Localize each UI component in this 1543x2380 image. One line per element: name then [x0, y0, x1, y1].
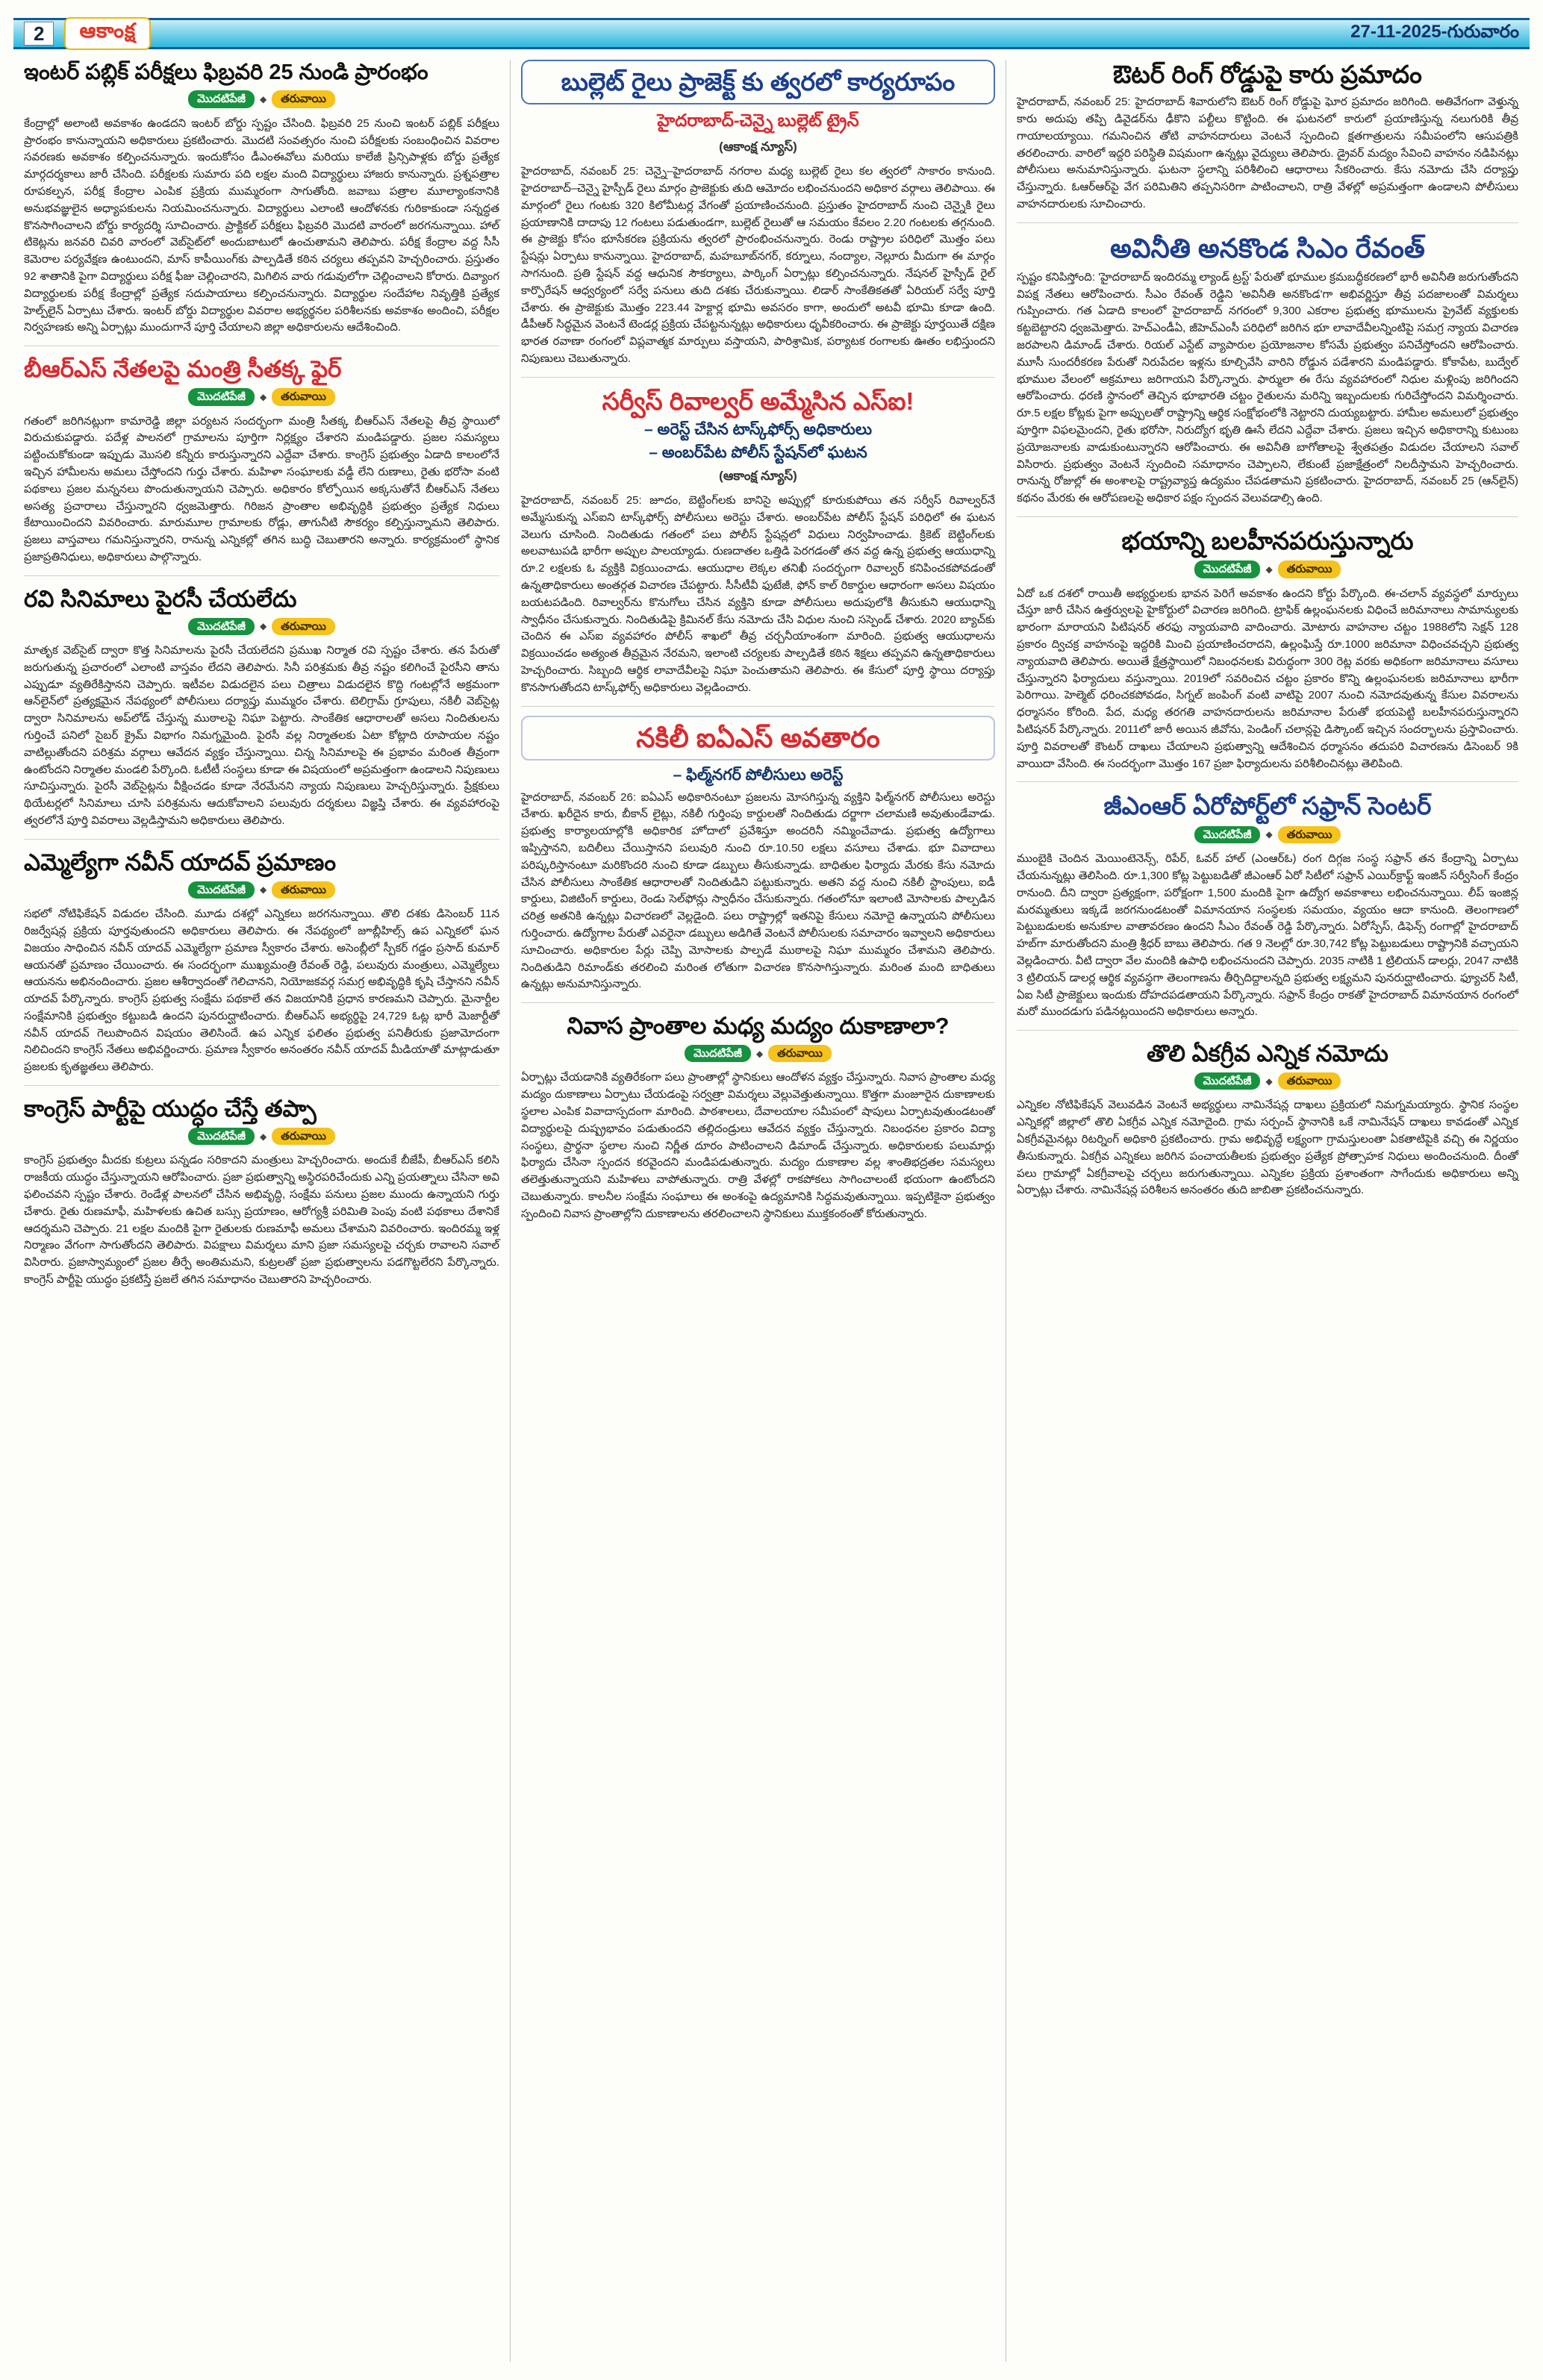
continuation-label: తరువాయి	[1278, 1072, 1341, 1090]
continuation-badge	[1017, 826, 1518, 844]
article-weakening-fear	[1017, 526, 1518, 783]
newspaper-logo: ఆకాంక్ష	[64, 17, 150, 50]
article-gmr-safran	[1017, 791, 1518, 1031]
article-headline: భయాన్ని బలహీనపరుస్తున్నారు	[1121, 526, 1414, 555]
column-middle	[510, 60, 1006, 2362]
article-naveen-yadav-oath	[24, 849, 499, 1086]
continuation-label: తరువాయి	[272, 881, 335, 899]
first-page-badge: మొదటిపేజీ	[1194, 826, 1261, 844]
diamond-icon: ◆	[1265, 829, 1273, 840]
first-page-badge: మొదటిపేజీ	[685, 1045, 751, 1063]
article-body: ఏర్పాట్లు చేయడానికి వ్యతిరేకంగా పలు ప్రాంతాల్లో స్థానికులు ఆందోళన వ్యక్తం చేస్తున్నారు. నివాస ప్రాంతాల మధ్య మద్యం దుకాణాలు ఏర్పాటు చేయడంపై సర్వత్రా విమర్శలు వెల్లువెత్తుతున్నాయి. కొత్తగా మంజూరైన దుకాణాలకు స్థలాల ఎంపిక వివాదాస్పదంగా మారింది. పాఠశాలలు, దేవాలయాల సమీపంలో షాపులు ఏర్పాటవుతుండటంతో విద్యార్థులపై దుష్ప్రభావం పడుతుందని తల్లిదండ్రులు ఆవేదన వ్యక్తం చేస్తున్నారు. నిబంధనల ప్రకారం విద్యా సంస్థలు, ప్రార్థనా స్థలాల నుంచి నిర్ణీత దూరం పాటించాలని డిమాండ్ చేస్తున్నారు. అధికారులకు పలుమార్లు ఫిర్యాదు చేసినా స్పందన కరవైందని మండిపడుతున్నారు. మద్యం దుకాణాల వల్ల శాంతిభద్రతల సమస్యలు తలెత్తుతున్నాయని మహిళలు వాపోతున్నారు. రాత్రి వేళల్లో రాకపోకలు సాగించాలంటే భయంగా ఉంటోందని చెబుతున్నారు. కాలనీల సంక్షేమ సంఘాలు ఈ అంశంపై ఉద్యమానికి సిద్ధమవుతున్నాయి. ఇప్పటికైనా ప్రభుత్వం స్పందించి నివాస ప్రాంతాల్లోని దుకాణాలను తరలించాలని స్థానికులు ముక్తకంఠంతో కోరుతున్నారు.	[521, 1071, 995, 1220]
article-headline: నివాస ప్రాంతాల మధ్య మద్యం దుకాణాలా?	[567, 1013, 950, 1040]
diamond-icon: ◆	[259, 1131, 267, 1142]
continuation-label: తరువాయి	[272, 618, 335, 636]
article-unanimous-election	[1017, 1040, 1518, 1208]
article-body: హైదరాబాద్, నవంబర్ 25: జూదం, బెట్టింగ్‌లకు బానిసై అప్పుల్లో కూరుకుపోయి తన సర్వీస్ రివాల్వర్‌నే అమ్మేసుకున్న ఎస్ఐని టాస్క్‌ఫోర్స్ పోలీసులు అరెస్టు చేశారు. అంబర్‌పేట పోలీస్ స్టేషన్ పరిధిలో ఈ ఘటన వెలుగు చూసింది. నిందితుడు గతంలో పలు పోలీస్ స్టేషన్లలో విధులు నిర్వహించాడు. క్రికెట్ బెట్టింగ్‌లకు అలవాటుపడి భారీగా అప్పుల పాలయ్యాడు. రుణదాతల ఒత్తిడి పెరగడంతో తన వద్ద ఉన్న ప్రభుత్వ ఆయుధాన్ని రూ.2 లక్షలకు ఓ వ్యక్తికి విక్రయించాడు. ఆయుధాల లెక్కల తనిఖీ సందర్భంగా రివాల్వర్ కనిపించకపోవడంతో ఉన్నతాధికారులు అంతర్గత విచారణ చేపట్టారు. సీసీటీవీ ఫుటేజీ, ఫోన్ కాల్ రికార్డుల ఆధారంగా అసలు విషయం బయటపడింది. రివాల్వర్‌ను కొనుగోలు చేసిన వ్యక్తిని కూడా పోలీసులు అదుపులోకి తీసుకుని ఆయుధాన్ని స్వాధీనం చేసుకున్నారు. నిందితుడిపై క్రిమినల్ కేసు నమోదు చేసి విధుల నుంచి సస్పెండ్ చేశారు. 2020 బ్యాచ్‌కు చెందిన ఈ ఎస్ఐ వ్యవహారం పోలీస్ శాఖలో తీవ్ర చర్చనీయాంశంగా మారింది. ప్రభుత్వ ఆయుధాలను విక్రయించడం అత్యంత తీవ్రమైన నేరమని, ఇలాంటి చర్యలకు పాల్పడితే కఠిన శిక్షలు తప్పవని ఉన్నతాధికారులు హెచ్చరించారు. సిబ్బంది ఆర్థిక లావాదేవీలపై నిఘా పెంచుతామని తెలిపారు. ఈ కేసులో పూర్తి స్థాయి దర్యాప్తు కొనసాగుతోందని టాస్క్‌ఫోర్స్ అధికారులు వెల్లడించారు.	[521, 494, 995, 694]
article-headline: ఇంటర్ పబ్లిక్ పరీక్షలు ఫిబ్రవరి 25 నుండి ప్రారంభం	[24, 60, 428, 84]
article-body: సభలో నోటిఫికేషన్ విడుదల చేసింది. మూడు దశల్లో ఎన్నికలు జరగనున్నాయి. తొలి దశకు డిసెంబర్ 11న రిజర్వేషన్ల ప్రక్రియ పూర్తవుతుందని అధికారులు తెలిపారు. ఈ నేపథ్యంలో జూబ్లీహిల్స్ ఉప ఎన్నికలో ఘన విజయం సాధించిన నవీన్ యాదవ్ ఎమ్మెల్యేగా ప్రమాణ స్వీకారం చేశారు. అసెంబ్లీలో స్పీకర్ గడ్డం ప్రసాద్ కుమార్ ఆయనతో ప్రమాణం చేయించారు. ఈ సందర్భంగా ముఖ్యమంత్రి రేవంత్ రెడ్డి, పలువురు మంత్రులు, ఎమ్మెల్యేలు ఆయనను అభినందించారు. ప్రజల ఆశీర్వాదంతో గెలిచానని, నియోజకవర్గ సమగ్ర అభివృద్ధికి కృషి చేస్తానని నవీన్ యాదవ్ పేర్కొన్నారు. కాంగ్రెస్ ప్రభుత్వ సంక్షేమ పథకాలే తన విజయానికి ప్రధాన కారణమని చెప్పారు. మైనార్టీల సంక్షేమానికి ప్రభుత్వం కట్టుబడి ఉందని పునరుద్ఘాటించారు. బీఆర్ఎస్ అభ్యర్థిపై 24,729 ఓట్ల భారీ మెజార్టీతో నవీన్ యాదవ్ గెలుపొందిన విషయం తెలిసిందే. ఉప ఎన్నిక ఫలితం ప్రభుత్వ పనితీరుకు ప్రజామోదంగా నిలిచిందని కాంగ్రెస్ నేతలు అభివర్ణించారు. ప్రమాణ స్వీకారం అనంతరం నవీన్ యాదవ్ మీడియాతో మాట్లాడుతూ ప్రజలకు కృతజ్ఞతలు తెలిపారు.	[24, 908, 499, 1074]
article-headline: ఎమ్మెల్యేగా నవీన్ యాదవ్ ప్రమాణం	[24, 849, 337, 875]
article-body: కేంద్రాల్లో అలాంటి అవకాశం ఉండదని ఇంటర్ బోర్డు స్పష్టం చేసింది. ఫిబ్రవరి 25 నుంచి ఇంటర్ పబ్లిక్ పరీక్షలు ప్రారంభం కానున్నాయని అధికారులు ప్రకటించారు. మొదటి సంవత్సరం నుంచి పరీక్షలకు సంబంధించిన వివరాల సవరణకు అవకాశం కల్పించనున్నారు. ఇందుకోసం డీఎంఈవోలు మరియు కాలేజీ ప్రిన్సిపాళ్లకు బోర్డు ప్రత్యేక మార్గదర్శకాలు జారీ చేసింది. పరీక్షలకు సుమారు పది లక్షల మంది విద్యార్థులు హాజరు కానున్నారు. ప్రశ్నపత్రాల రూపకల్పన, పరీక్ష కేంద్రాల ఎంపిక ప్రక్రియ ముమ్మరంగా సాగుతోంది. జవాబు పత్రాల మూల్యాంకనానికి అనుభవజ్ఞులైన అధ్యాపకులను నియమించనున్నారు. విద్యార్థులు ఎలాంటి ఆందోళనకు గురికాకుండా సన్నద్ధత కొనసాగించాలని బోర్డు కార్యదర్శి సూచించారు. ప్రాక్టికల్ పరీక్షలు ఫిబ్రవరి మొదటి వారంలో జరగనున్నాయి. హాల్ టికెట్లను జనవరి చివరి వారంలో వెబ్‌సైట్‌లో అందుబాటులో ఉంచుతామని తెలిపారు. పరీక్ష కేంద్రాల వద్ద సీసీ కెమెరాల పర్యవేక్షణ ఉంటుందని, మాస్ కాపీయింగ్‌కు పాల్పడితే కఠిన చర్యలు తప్పవని హెచ్చరించారు. ప్రస్తుతం 92 శాతానికి పైగా విద్యార్థులు పరీక్ష ఫీజు చెల్లించారని, మిగిలిన వారు గడువులోగా చెల్లించాలని కోరారు. దివ్యాంగ విద్యార్థులకు పరీక్ష కేంద్రాల్లో ప్రత్యేక సదుపాయాలు కల్పించనున్నారు. విద్యార్థుల సందేహాల నివృత్తికి ప్రత్యేక హెల్ప్‌లైన్ ఏర్పాటు చేశారు. ఇంటర్ బోర్డు విద్యార్థుల వివరాల అభ్యర్థనల పరిశీలనకు అవకాశం అందించి, పరీక్షల నిర్వహణకు అన్ని ఏర్పాట్లు ముందుగానే పూర్తి చేయాలని జిల్లా అధికారులను ఆదేశించింది.	[24, 116, 499, 334]
first-page-badge: మొదటిపేజీ	[188, 90, 255, 108]
article-headline: తొలి ఏకగ్రీవ ఎన్నిక నమోదు	[1147, 1040, 1388, 1067]
diamond-icon: ◆	[259, 884, 267, 896]
first-page-badge: మొదటిపేజీ	[1194, 560, 1261, 578]
diamond-icon: ◆	[1265, 1075, 1273, 1087]
article-si-revolver	[521, 387, 995, 707]
continuation-label: తరువాయి	[1278, 826, 1341, 844]
diamond-icon: ◆	[259, 391, 267, 402]
article-headline: రవి సినిమాలు పైరసీ చేయలేదు	[24, 585, 297, 612]
continuation-label: తరువాయి	[272, 1128, 335, 1146]
continuation-label: తరువాయి	[272, 90, 335, 108]
article-headline: ఔటర్ రింగ్ రోడ్డుపై కారు ప్రమాదం	[1113, 60, 1422, 88]
continuation-badge	[24, 90, 499, 108]
article-body: ఎన్నికల నోటిఫికేషన్ వెలువడిన వెంటనే అభ్యర్థులు నామినేషన్ల దాఖలు ప్రక్రియలో నిమగ్నమయ్యారు. స్థానిక సంస్థల ఎన్నికల్లో జిల్లాలో తొలి ఏకగ్రీవ ఎన్నిక నమోదైంది. గ్రామ సర్పంచ్ స్థానానికి ఒకే నామినేషన్ దాఖలు కావడంతో ఎన్నిక ఏకగ్రీవమైనట్లు రిటర్నింగ్ అధికారి ప్రకటించారు. గ్రామ అభివృద్ధే లక్ష్యంగా గ్రామస్తులంతా ఏకతాటిపైకి వచ్చి ఈ నిర్ణయం తీసుకున్నారు. ఏకగ్రీవ ఎన్నికలు జరిగిన పంచాయతీలకు ప్రభుత్వం ప్రత్యేక ప్రోత్సాహక నిధులు అందించనుంది. దీంతో పలు గ్రామాల్లో ఏకగ్రీవాలపై చర్చలు జరుగుతున్నాయి. ఎన్నికల ప్రక్రియ ప్రశాంతంగా సాగేందుకు అధికారులు అన్ని ఏర్పాట్లు చేశారు. నామినేషన్ల పరిశీలన అనంతరం తుది జాబితా ప్రకటించనున్నారు.	[1017, 1099, 1518, 1197]
article-body: హైదరాబాద్, నవంబర్ 25: చెన్నై–హైదరాబాద్ నగరాల మధ్య బుల్లెట్ రైలు కల త్వరలో సాకారం కానుంది. హైదరాబాద్–చెన్నై హైస్పీడ్ రైలు మార్గం ప్రాజెక్టుకు తుది ఆమోదం లభించనుందని అధికార వర్గాలు తెలిపాయి. ఈ మార్గంలో రైలు గంటకు 320 కిలోమీటర్ల వేగంతో ప్రయాణించనుంది. ప్రస్తుతం హైదరాబాద్ నుంచి చెన్నైకి రైలు ప్రయాణానికి దాదాపు 12 గంటలు పడుతుండగా, బుల్లెట్ రైలుతో ఆ సమయం కేవలం 2.20 గంటలకు తగ్గనుంది. ఈ ప్రాజెక్టు కోసం భూసేకరణ ప్రక్రియను త్వరలో ప్రారంభించనున్నారు. రెండు రాష్ట్రాల పరిధిలో మొత్తం పలు స్టేషన్లు ఏర్పాటు కానున్నాయి. హైదరాబాద్, మహబూబ్‌నగర్, కర్నూలు, నంద్యాల, నెల్లూరు మీదుగా ఈ మార్గం సాగనుంది. ప్రతి స్టేషన్ వద్ద ఆధునిక సౌకర్యాలు, పార్కింగ్ ఏర్పాట్లు కల్పించనున్నారు. నేషనల్ హైస్పీడ్ రైల్ కార్పొరేషన్ ఆధ్వర్యంలో సర్వే పనులు తుది దశకు చేరుకున్నాయి. లిడార్ సాంకేతికతతో ఏరియల్ సర్వే పూర్తి చేశారు. ఈ ప్రాజెక్టుకు మొత్తం 223.44 హెక్టార్ల భూమి అవసరం కాగా, అందులో అటవీ భూమి కూడా ఉంది. డీపీఆర్ సిద్ధమైన వెంటనే టెండర్ల ప్రక్రియ చేపట్టనున్నట్లు అధికారులు ధృవీకరించారు. ఈ ప్రాజెక్టు పూర్తయితే దక్షిణ భారత రవాణా రంగంలో విప్లవాత్మక మార్పులు వస్తాయని, పారిశ్రామిక, పర్యాటక రంగాలకు ఊతం లభిస్తుందని నిపుణులు చెబుతున్నారు.	[521, 165, 995, 366]
edition-date: 27-11-2025-గురువారం	[1350, 21, 1519, 42]
continuation-badge	[24, 388, 499, 406]
article-liquor-shops	[521, 1012, 995, 1231]
column-left	[13, 60, 510, 2362]
article-headline: నకిలీ ఐఏఎస్ అవతారం	[521, 716, 995, 760]
article-point: – అరెస్ట్ చేసిన టాస్క్‌ఫోర్స్ అధికారులు	[644, 421, 872, 439]
article-headline: బీఆర్ఎస్ నేతలపై మంత్రి సీతక్క ఫైర్	[24, 356, 342, 383]
continuation-badge	[24, 881, 499, 899]
news-agency-credit: (ఆకాంక్ష న్యూస్)	[719, 140, 797, 154]
article-seethakka-fire	[24, 355, 499, 575]
article-subhead: – ఫిల్మ్‌నగర్ పోలీసులు అరెస్ట్	[673, 766, 844, 784]
article-body: మాతృక వెబ్‌సైట్ ద్వారా కొత్త సినిమాలను పైరసీ చేయలేదని ప్రముఖ నిర్మాత రవి స్పష్టం చేశారు. తన పేరుతో జరుగుతున్న ప్రచారంలో ఎలాంటి వాస్తవం లేదని తెలిపారు. సినీ పరిశ్రమకు తీవ్ర నష్టం కలిగించే పైరసీని తాను ఎప్పుడూ వ్యతిరేకిస్తానని చెప్పారు. ఇటీవల విడుదలైన పలు చిత్రాలు విడుదలైన కొద్ది గంటల్లోనే అక్రమంగా ఆన్‌లైన్‌లో ప్రత్యక్షమైన నేపథ్యంలో పోలీసులు దర్యాప్తు ముమ్మరం చేశారు. టెలిగ్రామ్ గ్రూపులు, నకిలీ వెబ్‌సైట్ల ద్వారా సినిమాలను అప్‌లోడ్ చేస్తున్న ముఠాలపై నిఘా పెట్టారు. సాంకేతిక ఆధారాలతో అసలు నిందితులను గుర్తించే పనిలో సైబర్ క్రైమ్ విభాగం నిమగ్నమైంది. పైరసీ వల్ల నిర్మాతలకు ఏటా కోట్లాది రూపాయల నష్టం వాటిల్లుతోందని పరిశ్రమ వర్గాలు ఆవేదన వ్యక్తం చేస్తున్నాయి. చిన్న సినిమాలపై ఈ ప్రభావం మరింత తీవ్రంగా ఉంటోందని నిర్మాతల మండలి పేర్కొంది. ఓటీటీ సంస్థలు కూడా ఈ విషయంలో అప్రమత్తంగా ఉండాలని నిపుణులు సూచిస్తున్నారు. పైరసీ వెబ్‌సైట్లను వీక్షించడం కూడా నేరమేనని న్యాయ నిపుణులు హెచ్చరిస్తున్నారు. ప్రేక్షకులు థియేటర్లలో సినిమాలు చూసి పరిశ్రమను ఆదుకోవాలని పలువురు దర్శకులు విజ్ఞప్తి చేశారు. ఈ వ్యవహారంపై త్వరలోనే పూర్తి వివరాలు వెల్లడిస్తామని అధికారులు తెలిపారు.	[24, 644, 499, 827]
article-bullet-train	[521, 60, 995, 378]
diamond-icon: ◆	[259, 94, 267, 105]
article-headline: అవినీతి అనకొండ సిఎం రేవంత్	[1110, 232, 1425, 263]
first-page-badge: మొదటిపేజీ	[188, 881, 255, 899]
page-number: 2	[24, 22, 54, 46]
article-revanth-corruption	[1017, 232, 1518, 517]
continuation-badge	[1017, 560, 1518, 578]
continuation-badge	[521, 1045, 995, 1063]
continuation-label: తరువాయి	[1278, 560, 1341, 578]
continuation-badge	[1017, 1072, 1518, 1090]
diamond-icon: ◆	[755, 1048, 764, 1059]
article-headline: సర్వీస్ రివాల్వర్ అమ్మేసిన ఎస్ఐ!	[602, 387, 914, 415]
article-body: గతంలో జరిగినట్లుగా కామారెడ్డి జిల్లా పర్యటన సందర్భంగా మంత్రి సీతక్క బీఆర్ఎస్ నేతలపై తీవ్ర స్థాయిలో విరుచుకుపడ్డారు. పదేళ్ల పాలనలో గ్రామాలను పూర్తిగా నిర్లక్ష్యం చేశారని మండిపడ్డారు. ప్రజల సమస్యలు పట్టించుకోకుండా ఇప్పుడు మొసలి కన్నీరు కారుస్తున్నారని ఎద్దేవా చేశారు. కాంగ్రెస్ ప్రభుత్వం ఏడాది కాలంలోనే ఇచ్చిన హామీలను అమలు చేస్తోందని గుర్తు చేశారు. మహిళా సంఘాలకు వడ్డీ లేని రుణాలు, రైతు భరోసా వంటి పథకాలు ప్రజల మన్ననలు పొందుతున్నాయని చెప్పారు. అధికారం కోల్పోయిన అక్కసుతోనే బీఆర్ఎస్ నేతలు అసత్య ప్రచారాలు చేస్తున్నారని ధ్వజమెత్తారు. గిరిజన ప్రాంతాల అభివృద్ధికి ప్రభుత్వం ప్రత్యేక నిధులు కేటాయించిందని వివరించారు. మారుమూల గ్రామాలకు రోడ్లు, తాగునీటి సౌకర్యం కల్పిస్తున్నామని తెలిపారు. ప్రజలు వాస్తవాలు గమనిస్తున్నారని, రానున్న ఎన్నికల్లో తగిన బుద్ధి చెబుతారని అన్నారు. కార్యక్రమంలో స్థానిక ప్రజాప్రతినిధులు, అధికారులు పాల్గొన్నారు.	[24, 414, 499, 563]
continuation-badge	[24, 618, 499, 636]
article-body: హైదరాబాద్, నవంబర్ 25: హైదరాబాద్ శివారులోని ఔటర్ రింగ్ రోడ్డుపై ఘోర ప్రమాదం జరిగింది. అతివేగంగా వెళ్తున్న కారు అదుపు తప్పి డివైడర్‌ను ఢీకొని పల్టీలు కొట్టింది. ఈ ఘటనలో కారులో ప్రయాణిస్తున్న నలుగురికి తీవ్ర గాయాలయ్యాయి. గమనించిన తోటి వాహనదారులు వెంటనే స్పందించి క్షతగాత్రులను సమీపంలోని ఆసుపత్రికి తరలించారు. వారిలో ఇద్దరి పరిస్థితి విషమంగా ఉన్నట్లు వైద్యులు తెలిపారు. డ్రైవర్ మద్యం సేవించి వాహనం నడిపినట్లు పోలీసులు అనుమానిస్తున్నారు. ఘటనా స్థలాన్ని పరిశీలించి ఆధారాలు సేకరించారు. కేసు నమోదు చేసి దర్యాప్తు చేస్తున్నారు. ఓఆర్ఆర్‌పై వేగ పరిమితిని తప్పనిసరిగా పాటించాలని, రాత్రి వేళల్లో అప్రమత్తంగా ఉండాలని పోలీసులు వాహనదారులకు సూచించారు.	[1017, 96, 1518, 211]
news-agency-credit: (ఆకాంక్ష న్యూస్)	[719, 469, 797, 484]
article-inter-exams	[24, 60, 499, 346]
page-content	[13, 60, 1530, 2362]
article-body: కాంగ్రెస్ ప్రభుత్వం మీదకు కుట్రలు పన్నడం సరికాదని మంత్రులు హెచ్చరించారు. అందుకే బీజేపీ, బీఆర్ఎస్ కలిసి రాజకీయ యుద్ధం చేస్తున్నాయని ఆరోపించారు. ప్రజా ప్రభుత్వాన్ని అస్థిరపరిచేందుకు ఎన్ని ప్రయత్నాలు చేసినా అవి ఫలించవని స్పష్టం చేశారు. రెండేళ్ల పాలనలో చేసిన అభివృద్ధి, సంక్షేమ పనులు ప్రజల ముందు ఉన్నాయని గుర్తు చేశారు. రైతు రుణమాఫీ, మహిళలకు ఉచిత బస్సు ప్రయాణం, ఆరోగ్యశ్రీ పరిమితి పెంపు వంటి పథకాలు దేశానికే ఆదర్శమని చెప్పారు. 21 లక్షల మందికి పైగా రైతులకు రుణమాఫీ అమలు చేశామని వివరించారు. ఇందిరమ్మ ఇళ్ల నిర్మాణం వేగంగా సాగుతోందని తెలిపారు. విపక్షాలు విమర్శలు మాని ప్రజా సమస్యలపై చర్చకు రావాలని సవాల్ విసిరారు. ప్రజాస్వామ్యంలో ప్రజల తీర్పే అంతిమమని, కుట్రలతో ప్రజా ప్రభుత్వాలను పడగొట్టలేరని పేర్కొన్నారు. కాంగ్రెస్ పార్టీపై యుద్ధం ప్రకటిస్తే ప్రజలే తగిన సమాధానం చెబుతారని హెచ్చరించారు.	[24, 1154, 499, 1286]
article-subhead: హైదరాబాద్-చెన్నై బుల్లెట్ ట్రైన్	[657, 110, 859, 131]
masthead-bar	[13, 18, 1530, 49]
article-fake-ias	[521, 716, 995, 1003]
first-page-badge: మొదటిపేజీ	[188, 388, 255, 406]
column-right	[1006, 60, 1529, 2362]
first-page-badge: మొదటిపేజీ	[188, 618, 255, 636]
article-body: ముంబైకి చెందిన మెయింటెనెన్స్, రిపేర్, ఓవర్ హాల్ (ఎంఆర్ఓ) రంగ దిగ్గజ సంస్థ సఫ్రాన్ తన కేంద్రాన్ని ఏర్పాటు చేయనున్నట్లు తెలిసింది. రూ.1,300 కోట్ల పెట్టుబడితో జీఎంఆర్ ఏరో సిటీలో సఫ్రాన్ ఎయిర్‌క్రాఫ్ట్ ఇంజిన్ సర్వీసింగ్ కేంద్రం రానుంది. దీని ద్వారా ప్రత్యక్షంగా, పరోక్షంగా 1,500 మందికి పైగా ఉద్యోగ అవకాశాలు లభించనున్నాయి. లీప్ ఇంజిన్ల మరమ్మతులు ఇక్కడే జరగనుండటంతో విమానయాన సంస్థలకు సమయం, వ్యయం ఆదా కానుంది. తెలంగాణలో పెట్టుబడులకు అనుకూల వాతావరణం ఉందని సీఎం రేవంత్ రెడ్డి పేర్కొన్నారు. ఏరోస్పేస్, డిఫెన్స్ రంగాల్లో హైదరాబాద్ హబ్‌గా మారుతోందని మంత్రి శ్రీధర్ బాబు తెలిపారు. గత 9 నెలల్లో రూ.30,742 కోట్ల పెట్టుబడులు రాష్ట్రానికి వచ్చాయని వెల్లడించారు. వీటి ద్వారా వేల మందికి ఉపాధి లభించనుందని చెప్పారు. 2035 నాటికి 1 ట్రిలియన్ డాలర్లు, 2047 నాటికి 3 ట్రిలియన్ డాలర్ల ఆర్థిక వ్యవస్థగా తెలంగాణను తీర్చిదిద్దాలన్నది ప్రభుత్వ లక్ష్యమని పునరుద్ఘాటించారు. ఫ్యూచర్ సిటీ, ఏఐ సిటీ ప్రాజెక్టులు ఇందుకు దోహదపడతాయని పేర్కొన్నారు. సఫ్రాన్ కేంద్రం రాకతో హైదరాబాద్ విమానయాన రంగంలో మరో ముందడుగు పడినట్లయిందని అధికారులు అన్నారు.	[1017, 852, 1518, 1019]
article-headline: జీఎంఆర్ ఏరోపోర్ట్‌లో సఫ్రాన్ సెంటర్	[1103, 792, 1432, 820]
article-orr-accident	[1017, 60, 1518, 223]
continuation-badge	[24, 1128, 499, 1146]
article-war-on-congress	[24, 1095, 499, 1298]
article-ravi-piracy	[24, 585, 499, 840]
article-point: – అంబర్‌పేట పోలీస్ స్టేషన్‌లో ఘటన	[649, 444, 867, 462]
first-page-badge: మొదటిపేజీ	[1194, 1072, 1261, 1090]
first-page-badge: మొదటిపేజీ	[188, 1128, 255, 1146]
article-headline: కాంగ్రెస్ పార్టీపై యుద్ధం చేస్తే తప్పా	[24, 1096, 317, 1122]
article-body: స్పష్టం కనిపిస్తోంది: 'హైదరాబాద్ ఇందిరమ్మ ల్యాండ్ ట్రస్ట్' పేరుతో భూముల క్రమబద్ధీకరణలో భారీ అవినీతి జరుగుతోందని విపక్ష నేతలు ఆరోపించారు. సీఎం రేవంత్ రెడ్డిని 'అవినీతి అనకొండ'గా అభివర్ణిస్తూ తీవ్ర పదజాలంతో విమర్శలు గుప్పించారు. గత ఏడాది కాలంలో హైదరాబాద్ నగరంలో 9,300 ఎకరాల ప్రభుత్వ భూములను ప్రైవేట్ వ్యక్తులకు కట్టబెట్టారని ధ్వజమెత్తారు. హెచ్ఎండీఏ, జీహెచ్ఎంసీ పరిధిలో జరిగిన భూ లావాదేవీలన్నింటిపై సమగ్ర న్యాయ విచారణ జరపాలని డిమాండ్ చేశారు. రియల్ ఎస్టేట్ వ్యాపారుల ప్రయోజనాల కోసమే ప్రభుత్వం పనిచేస్తోందని ఆరోపించారు. మూసీ సుందరీకరణ పేరుతో నిరుపేదల ఇళ్లను కూల్చివేసి వారిని రోడ్డున పడేశారని మండిపడ్డారు. కోకాపేట, బుద్వేల్ భూముల వేలంలో అక్రమాలు జరిగాయని పేర్కొన్నారు. ఫార్ములా ఈ రేసు వ్యవహారంలో నిధుల మళ్లింపు జరిగిందని ఆరోపించారు. ధరణి స్థానంలో తెచ్చిన భూభారతి చట్టం రైతులను మరిన్ని ఇబ్బందులకు గురిచేస్తోందని విమర్శించారు. రూ.5 లక్షల కోట్లకు పైగా అప్పులతో రాష్ట్రాన్ని ఆర్థిక సంక్షోభంలోకి నెట్టారని దుయ్యబట్టారు. హామీల అమలులో ప్రభుత్వం పూర్తిగా విఫలమైందని, రైతు భరోసా, నిరుద్యోగ భృతి ఊసే లేదని ఎద్దేవా చేశారు. ప్రజలు ఇచ్చిన అధికారాన్ని కుటుంబ ప్రయోజనాలకు వాడుకుంటున్నారని ఆరోపించారు. ఈ అవినీతి బాగోతాలపై శ్వేతపత్రం విడుదల చేయాలని సవాల్ విసిరారు. ప్రభుత్వం వెంటనే స్పందించి సమాధానం చెప్పాలని, లేకుంటే ప్రజాక్షేత్రంలో నిలదీస్తామని హెచ్చరించారు. రానున్న రోజుల్లో ఈ అంశాలపై రాష్ట్రవ్యాప్త ఉద్యమం చేపడతామని ప్రకటించారు. హైదరాబాద్, నవంబర్ 25 (ఆన్‌లైన్) కథనం మేరకు ఈ ఆరోపణలపై అధికార పక్షం స్పందన వెలువడాల్సి ఉంది.	[1017, 270, 1518, 505]
article-body: ఏదో ఒక దశలో రాయితీ అభ్యర్థులకు భావన పెరిగే అవకాశం ఉందని కోర్టు పేర్కొంది. ఈ-చలాన్ వ్యవస్థలో మార్పులు చేస్తూ జారీ చేసిన ఉత్తర్వులపై హైకోర్టులో విచారణ జరిగింది. ట్రాఫిక్ ఉల్లంఘనలకు విధించే జరిమానాలు సామాన్యులకు భారంగా మారాయని పిటిషనర్ తరఫు న్యాయవాది వాదించారు. మోటారు వాహనాల చట్టం 1988లోని సెక్షన్ 128 ప్రకారం ద్విచక్ర వాహనంపై ఇద్దరికి మించి ప్రయాణించరాదని, ఉల్లంఘిస్తే రూ.1000 జరిమానా విధించవచ్చని ప్రభుత్వ న్యాయవాది తెలిపారు. అయితే క్షేత్రస్థాయిలో నిబంధనలకు విరుద్ధంగా 300 రెట్ల వరకు అధికంగా జరిమానాలు వసూలు చేస్తున్నారని ఫిర్యాదులు వస్తున్నాయి. 2019లో సవరించిన చట్టం ప్రకారం కొన్ని ఉల్లంఘనలకు జరిమానాలు భారీగా పెరిగాయి. హెల్మెట్ ధరించకపోవడం, సిగ్నల్ జంపింగ్ వంటి వాటిపై 2007 నుంచి నమోదవుతున్న కేసుల వివరాలను ధర్మాసనం కోరింది. పేద, మధ్య తరగతి వాహనదారులను జరిమానాల పేరుతో భయపెట్టి బలహీనపరుస్తున్నారని పిటిషనర్ పేర్కొన్నారు. 2011లో జారీ అయిన జీవోను, పెండింగ్ చలాన్లపై డిస్కౌంట్ ఇచ్చిన సందర్భాలను ప్రస్తావించారు. పూర్తి వివరాలతో కౌంటర్ దాఖలు చేయాలని ప్రభుత్వాన్ని ఆదేశించిన ధర్మాసనం తదుపరి విచారణను డిసెంబర్ 9కి వాయిదా వేసింది. ఈ సందర్భంగా మొత్తం 167 ప్రజా ఫిర్యాదులను పరిశీలించినట్లు తెలిపింది.	[1017, 587, 1518, 770]
article-headline: బుల్లెట్ రైలు ప్రాజెక్ట్ కు త్వరలో కార్యరూపం	[521, 60, 995, 104]
continuation-label: తరువాయి	[272, 388, 335, 406]
continuation-label: తరువాయి	[768, 1045, 832, 1063]
diamond-icon: ◆	[1265, 563, 1273, 575]
diamond-icon: ◆	[259, 621, 267, 632]
article-body: హైదరాబాద్, నవంబర్ 26: ఐఏఎస్ అధికారినంటూ ప్రజలను మోసగిస్తున్న వ్యక్తిని ఫిల్మ్‌నగర్ పోలీసులు అరెస్టు చేశారు. ఖరీదైన కారు, బీకాన్ లైట్లు, నకిలీ గుర్తింపు కార్డులతో నిందితుడు దర్జాగా చలామణి అవుతుండేవాడు. ప్రభుత్వ కార్యాలయాల్లోకి అధికారిక హోదాలో ప్రవేశిస్తూ అందరినీ నమ్మించేవాడు. ప్రభుత్వ ఉద్యోగాలు ఇప్పిస్తానని, బదిలీలు చేయిస్తానని పలువురి నుంచి రూ.10.50 లక్షలు వసూలు చేశాడు. భూ వివాదాలు పరిష్కరిస్తానంటూ మరికొందరి నుంచి కూడా డబ్బులు తీసుకున్నాడు. బాధితుల ఫిర్యాదు మేరకు కేసు నమోదు చేసిన పోలీసులు సాంకేతిక ఆధారాలతో నిందితుడిని పట్టుకున్నారు. అతని వద్ద నుంచి నకిలీ స్టాంపులు, ఐడీ కార్డులు, విజిటింగ్ కార్డులు, రెండు సెల్‌ఫోన్లు స్వాధీనం చేసుకున్నారు. గతంలోనూ ఇలాంటి మోసాలకు పాల్పడిన చరిత్ర అతనికి ఉన్నట్లు విచారణలో వెల్లడైంది. పలు రాష్ట్రాల్లో ఇతనిపై కేసులు నమోదై ఉన్నాయని పోలీసులు గుర్తించారు. ఉద్యోగాల పేరుతో ఎవరైనా డబ్బులు అడిగితే వెంటనే పోలీసులకు సమాచారం ఇవ్వాలని అధికారులు సూచించారు. అధికారుల పేర్లు చెప్పి మోసాలకు పాల్పడే ముఠాలపై నిఘా ముమ్మరం చేశామని తెలిపారు. నిందితుడిని రిమాండ్‌కు తరలించి మరింత లోతుగా విచారణ కొనసాగిస్తున్నారు. మరింత మంది బాధితులు ఉన్నట్లు అనుమానిస్తున్నారు.	[521, 790, 995, 991]
